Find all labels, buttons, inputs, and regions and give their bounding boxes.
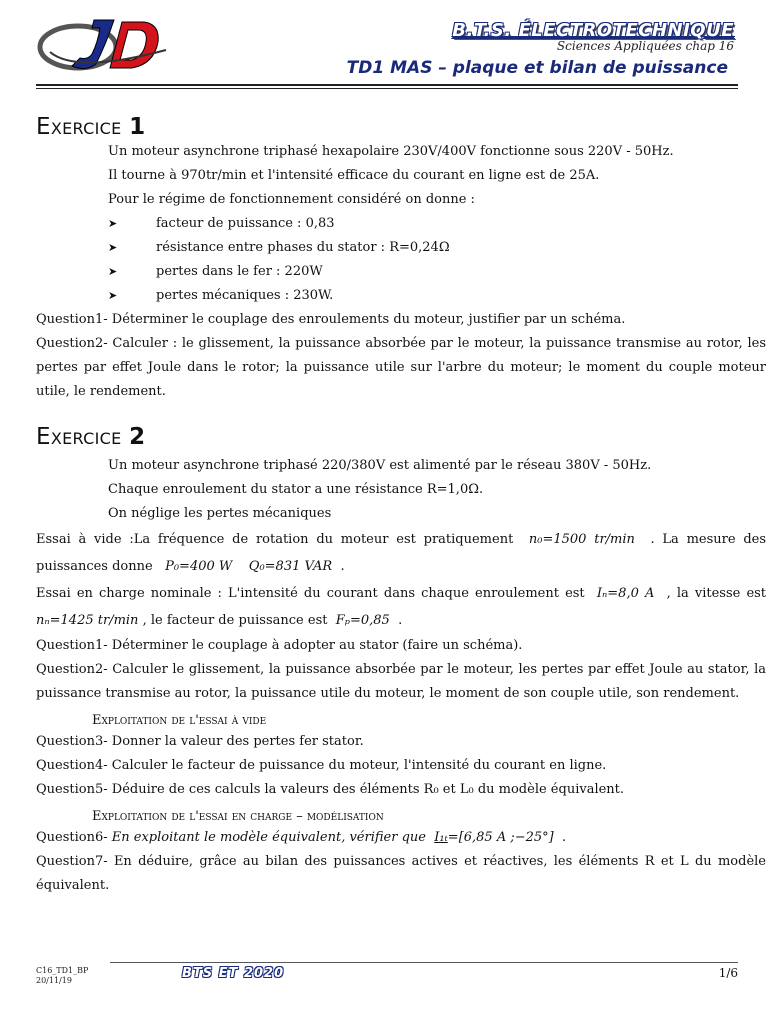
footer-doc-ref: C16_TD1_BP: [36, 966, 89, 975]
exercise-number: 2: [129, 424, 146, 450]
formula-p0: P₀=400 W: [165, 559, 233, 574]
course-title: B.T.S. ÉLECTROTECHNIQUE: [452, 20, 734, 41]
ex2-essai-a-vide: [36, 526, 766, 580]
arrow-bullet-icon: ➤: [108, 265, 118, 278]
vide-text: . La mesure des puissances donne: [36, 532, 767, 574]
arrow-bullet-icon: ➤: [108, 241, 118, 254]
bullet-text: résistance entre phases du stator : R=0,24Ω: [156, 240, 450, 255]
subheading-essai-en-charge: Exploitation de l'essai en charge – modélisation: [92, 809, 384, 824]
q6-end: .: [562, 830, 567, 845]
course-subtitle: Sciences Appliquées chap 16: [556, 39, 734, 53]
formula-i1t: I₁ₜ: [434, 830, 448, 845]
subheading-essai-a-vide: Exploitation de l'essai à vide: [92, 713, 267, 728]
ex2-question-3: Question3- Donner la valeur des pertes fer stator.: [36, 734, 364, 749]
exercise-label: Exercice: [36, 114, 122, 140]
formula-i1t-value: =[6,85 A ;−25°]: [447, 830, 554, 845]
ex2-intro-line: Chaque enroulement du stator a une résistance R=1,0Ω.: [108, 482, 484, 497]
charge-text: Essai en charge nominale : L'intensité du courant dans chaque enroulement est: [36, 586, 585, 601]
ex2-question-6: [36, 826, 766, 850]
ex2-essai-en-charge: [36, 580, 766, 634]
ex2-question-2: Question2- Calculer le glissement, la puissance absorbée par le moteur, les pertes par effet Joule au stator, la puissance transmise au rotor, la puissance utile du moteur, le moment de son couple utile, son rendement.: [36, 662, 766, 701]
ex1-bullet-item: [36, 284, 766, 308]
q6-label: Question6-: [36, 830, 108, 845]
ex2-question-7: Question7- En déduire, grâce au bilan des puissances actives et réactives, les éléments R et L du modèle équivalent.: [36, 854, 766, 893]
document-body: [36, 114, 766, 898]
exercise-2-heading: [36, 424, 766, 450]
exercise-number: 1: [129, 114, 146, 140]
charge-end: .: [398, 613, 403, 628]
formula-in: Iₙ=8,0 A: [596, 586, 655, 601]
exercise-1-heading: [36, 114, 766, 140]
header-right: [452, 20, 734, 53]
footer-course: BTS ET 2020: [182, 966, 285, 981]
ex1-question-1: Question1- Déterminer le couplage des enroulements du moteur, justifier par un schéma.: [36, 312, 626, 327]
ex2-intro-line: Un moteur asynchrone triphasé 220/380V est alimenté par le réseau 380V - 50Hz.: [108, 458, 652, 473]
header-rule-thin: [36, 88, 738, 89]
ex1-intro-line: Pour le régime de fonctionnement considéré on donne :: [108, 192, 475, 207]
arrow-bullet-icon: ➤: [108, 289, 118, 302]
ex1-bullet-item: [36, 236, 766, 260]
ex1-intro-line: Il tourne à 970tr/min et l'intensité efficace du courant en ligne est de 25A.: [108, 168, 600, 183]
formula-fp: Fₚ=0,85: [335, 613, 390, 628]
footer-reference: [36, 966, 88, 986]
formula-n0: n₀=1500 tr/min: [528, 532, 635, 547]
ex1-question-2: Question2- Calculer : le glissement, la puissance absorbée par le moteur, la puissance transmise au rotor, les pertes par effet Joule dans le rotor; la puissance utile sur l'arbre du moteur; le moment du couple moteur utile, le rendement.: [36, 336, 766, 399]
logo: [36, 14, 186, 76]
document-title: TD1 MAS – plaque et bilan de puissance: [346, 58, 728, 78]
vide-text: Essai à vide :La fréquence de rotation du moteur est pratiquement: [36, 532, 514, 547]
exercise-label: Exercice: [36, 424, 122, 450]
formula-q0: Q₀=831 VAR: [248, 559, 333, 574]
q6-text: En exploitant le modèle équivalent, vérifier que: [111, 830, 426, 845]
formula-nn: nₙ=1425 tr/min: [36, 613, 139, 628]
charge-text: , le facteur de puissance est: [142, 613, 328, 628]
footer-rule: [110, 962, 738, 963]
arrow-bullet-icon: ➤: [108, 217, 118, 230]
ex2-question-5: Question5- Déduire de ces calculs la valeurs des éléments R₀ et L₀ du modèle équivalent.: [36, 782, 625, 797]
ex1-bullet-item: [36, 212, 766, 236]
ex2-question-4: Question4- Calculer le facteur de puissance du moteur, l'intensité du courant en ligne.: [36, 758, 607, 773]
bullet-text: facteur de puissance : 0,83: [156, 216, 335, 231]
page-number: 1/6: [718, 966, 738, 980]
footer-date: 20/11/19: [36, 976, 72, 985]
bullet-text: pertes mécaniques : 230W.: [156, 288, 334, 303]
ex2-question-1: Question1- Déterminer le couplage à adopter au stator (faire un schéma).: [36, 638, 523, 653]
ex2-intro-line: On néglige les pertes mécaniques: [108, 506, 332, 521]
vide-end: .: [340, 559, 345, 574]
ex1-intro-line: Un moteur asynchrone triphasé hexapolaire 230V/400V fonctionne sous 220V - 50Hz.: [108, 144, 674, 159]
ex1-bullet-item: [36, 260, 766, 284]
bullet-text: pertes dans le fer : 220W: [156, 264, 323, 279]
charge-text: , la vitesse est: [666, 586, 767, 601]
header-rule: [36, 84, 738, 86]
